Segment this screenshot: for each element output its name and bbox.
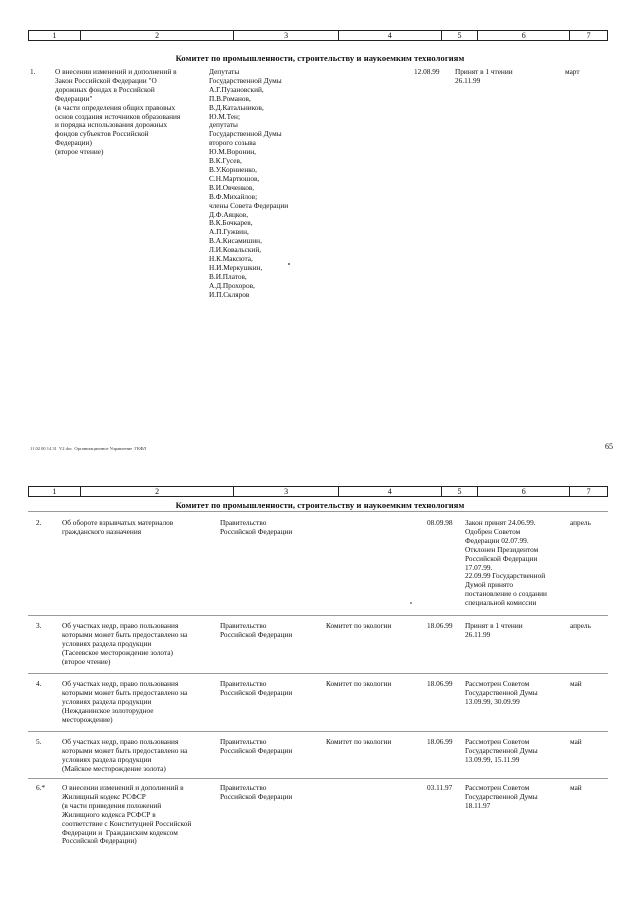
- term: май: [570, 737, 582, 746]
- initiator: Правительство Российской Федерации: [220, 679, 293, 697]
- initiator: Правительство Российской Федерации: [220, 783, 293, 801]
- status-text: Закон принят 24.06.99. Одобрен Советом Федерации 02.07.99. Отклонен Президентом Российской Федерации 17.07.99. 22.09.99 Государственной Думой принято постановление о создании специальной комиссии: [465, 518, 547, 608]
- scan-speck: [288, 263, 290, 265]
- column-number: 5: [442, 487, 479, 496]
- initiator: Правительство Российской Федерации: [220, 621, 293, 639]
- row-number: 6.*: [36, 783, 46, 792]
- row-number: 5.: [36, 737, 42, 746]
- row-number: 1.: [30, 67, 36, 76]
- submission-date: 18.06.99: [427, 679, 453, 688]
- bill-title: Об участках недр, право пользования которыми может быть предоставлено на условиях раздела продукции (Нежданинское золоторудное месторождение): [62, 679, 188, 724]
- bill-title: О внесении изменений и дополнений в Жилищный кодекс РСФСР (в части приведения положений Жилищного кодекса РСФСР в соответствие с Конституцией Российской Федерации и Гражданским кодексом Российской Федерации): [62, 783, 192, 846]
- column-number: 3: [234, 31, 339, 40]
- row-number: 2.: [36, 518, 42, 527]
- term: май: [570, 783, 582, 792]
- status-text: Принят в 1 чтении 26.11.99: [455, 67, 513, 85]
- bill-title: Об обороте взрывчатых материалов гражданского назначения: [62, 518, 174, 536]
- column-number: 1: [29, 487, 81, 496]
- co-executor: Комитет по экологии: [326, 621, 392, 630]
- term: март: [565, 67, 580, 76]
- column-number: 2: [81, 487, 234, 496]
- committee-heading: Комитет по промышленности, строительству и наукоемким технологиям: [175, 500, 465, 510]
- column-number: 6: [478, 31, 570, 40]
- co-executor: Комитет по экологии: [326, 737, 392, 746]
- submission-date: 08.09.98: [427, 518, 453, 527]
- row-divider: [28, 731, 608, 732]
- column-number: 5: [442, 31, 479, 40]
- row-divider: [28, 615, 608, 616]
- term: апрель: [570, 621, 591, 630]
- committee-heading: Комитет по промышленности, строительству и наукоемким технологиям: [175, 53, 465, 63]
- page-number: 65: [605, 442, 613, 451]
- initiator: Правительство Российской Федерации: [220, 518, 293, 536]
- term: май: [570, 679, 582, 688]
- status-text: Рассмотрен Советом Государственной Думы 13.09.99, 30.09.99: [465, 679, 538, 706]
- status-text: Рассмотрен Советом Государственной Думы 13.09.99, 15.11.99: [465, 737, 538, 764]
- bill-title: Об участках недр, право пользования которыми может быть предоставлено на условиях раздела продукции (Тасеевское месторождение золота) (второе чтение): [62, 621, 188, 666]
- column-number: 7: [586, 487, 591, 496]
- submission-date: 18.06.99: [427, 621, 453, 630]
- column-number: 6: [478, 487, 570, 496]
- column-number: 4: [339, 31, 442, 40]
- status-text: Рассмотрен Советом Государственной Думы 18.11.97: [465, 783, 538, 810]
- row-divider: [28, 778, 608, 779]
- row-number: 4.: [36, 679, 42, 688]
- row-divider: [28, 673, 608, 674]
- initiator: Правительство Российской Федерации: [220, 737, 293, 755]
- bill-title: О внесении изменений и дополнений в Закон Российской Федерации "О дорожных фондах в Российской Федерации" (в части определения общих правовых основ создания источников образования и порядка использования дорожных фондов субъектов Российской Федерации) (второе чтение): [55, 67, 181, 157]
- column-number: 4: [339, 487, 442, 496]
- column-number: 1: [29, 31, 81, 40]
- file-footer-note: 11 02 00 14 31 V2 doc Организационное Управление ГКФЛ: [30, 446, 147, 451]
- submission-date: 18.06.99: [427, 737, 453, 746]
- column-number: 2: [81, 31, 234, 40]
- initiator: Депутаты Государственной Думы А.Г.Пузановский, П.В.Романов, В.Д.Катальников, Ю.М.Тен; депутаты Государственной Думы второго созыва Ю.М.Воронин, В.К.Гусев, В.У.Корниенко, С.Н.Мартюшов, В.И.Овченков, В.Ф.Михайлов; члены Совета Федерации Д.Ф.Аяцков, В.К.Бочкарев, А.П.Гужвин, В.А.Кисамишин, Л.И.Ковальский, Н.К.Максюта, Н.И.Меркушкин, В.И.Платов, А.Д.Прохоров, И.П.Скляров: [209, 67, 289, 299]
- submission-date: 12.08.99: [414, 67, 440, 76]
- status-text: Принят в 1 чтении 26.11.99: [465, 621, 523, 639]
- row-number: 3.: [36, 621, 42, 630]
- term: апрель: [570, 518, 591, 527]
- column-header-row: [28, 30, 608, 41]
- scan-speck: [410, 602, 412, 604]
- column-header-row: [28, 486, 608, 497]
- bill-title: Об участках недр, право пользования которыми может быть предоставлено на условиях раздела продукции (Майское месторождение золота): [62, 737, 188, 773]
- submission-date: 03.11.97: [427, 783, 453, 792]
- column-number: 7: [586, 31, 591, 40]
- row-divider: [28, 511, 608, 512]
- co-executor: Комитет по экологии: [326, 679, 392, 688]
- column-number: 3: [234, 487, 339, 496]
